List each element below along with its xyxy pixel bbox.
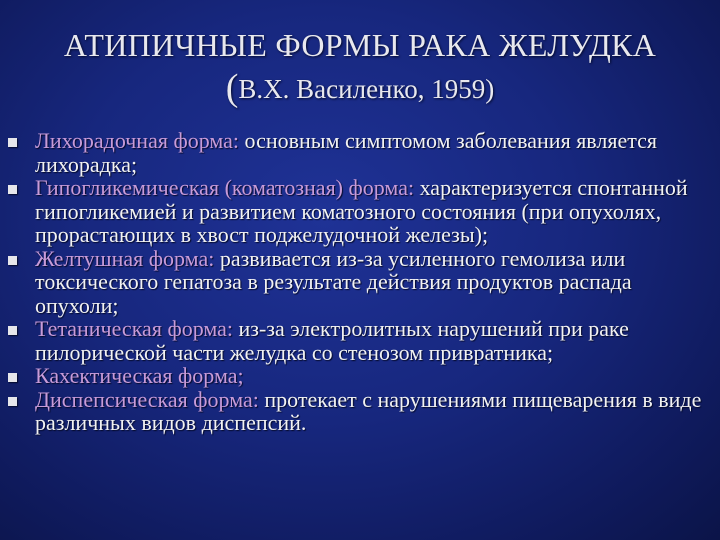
square-bullet-icon [8, 373, 17, 382]
title-paren: ( [225, 67, 239, 110]
bullet-text: основным симптомом заболевания является лихорадка; [35, 128, 658, 177]
title-main: АТИПИЧНЫЕ ФОРМЫ РАКА ЖЕЛУДКА [63, 27, 657, 63]
slide-title [0, 26, 720, 112]
square-bullet-icon [8, 185, 17, 194]
title-citation-text: В.Х. Василенко, 1959) [238, 74, 495, 105]
bullet-text: характеризуется спонтанной гипогликемией и развитием коматозного состояния (при опухолях, прорастающих в хвост поджелудочной железы); [35, 175, 688, 247]
bullet-label: Тетаническая форма: [35, 316, 234, 341]
square-bullet-icon [8, 256, 17, 265]
square-bullet-icon [8, 397, 17, 406]
bullet-item-tetanic-form [8, 317, 720, 364]
bullet-text: протекает с нарушениями пищеварения в виде различных видов диспепсий. [35, 386, 702, 435]
bullet-label: Желтушная форма: [35, 245, 215, 271]
square-bullet-icon [8, 326, 17, 335]
square-bullet-icon [8, 138, 17, 147]
bullet-item-fever-form [8, 129, 720, 176]
bullet-label: Кахектическая форма; [35, 363, 244, 388]
bullet-label: Гипогликемическая (коматозная) форма: [35, 175, 415, 200]
bullet-item-hypoglycemic-form [8, 176, 720, 247]
title-citation [0, 66, 720, 112]
bullet-label: Лихорадочная форма: [35, 128, 240, 153]
bullet-text: из-за электролитных нарушений при раке пилорической части желудка со стенозом привратника; [35, 316, 629, 365]
bullet-item-jaundice-form [8, 247, 720, 318]
bullet-list [8, 129, 720, 435]
bullet-item-dyspeptic-form [8, 388, 720, 435]
bullet-item-cachectic-form [8, 364, 720, 388]
bullet-text: развивается из-за усиленного гемолиза или токсического гепатоза в результате действия продуктов распада опухоли; [35, 245, 632, 318]
bullet-label: Диспепсическая форма: [35, 386, 259, 412]
